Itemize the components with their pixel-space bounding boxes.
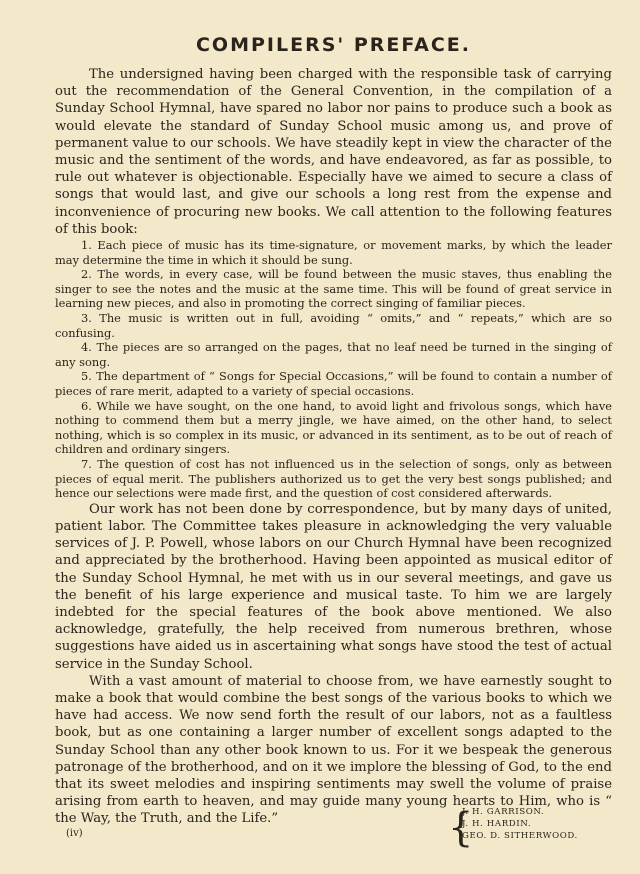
- intro-paragraph: The undersigned having been charged with the responsible task of carrying out the recommendation of the General Convention, in the compilation of a Sunday School Hymnal, have spared no labor nor pains to produce such a book as would elevate the standard of Sunday School music among us, and prove of permanent value to our schools. We have steadily kept in view the character of the music and the sentiment of the words, and have endeavored, as far as possible, to rule out whatever is objectionable. Especially have we aimed to secure a class of songs that would last, and give our schools a long rest from the expense and inconvenience of procuring new books. We call attention to the following features of this book:: [55, 67, 612, 237]
- feature-item-2: 2. The words, in every case, will be found between the music staves, thus enabling the singer to see the notes and the music at the same time. This will be found of great service in learning new pieces, and also in promoting the correct singing of familiar pieces.: [55, 267, 612, 311]
- feature-item-4: 4. The pieces are so arranged on the pages, that no leaf need be turned in the singing of any song.: [55, 340, 612, 369]
- feature-item-6: 6. While we have sought, on the one hand, to avoid light and frivolous songs, which have nothing to commend them but a merry jingle, we have aimed, on the other hand, to select nothing, which is so complex in its music, or advanced in its sentiment, as to be out of reach of children and ordinary singers.: [55, 398, 612, 457]
- closing-paragraph: With a vast amount of material to choose from, we have earnestly sought to make a book that would combine the best songs of the various books to which we have had access. We now send forth the result of our labors, not as a faultless book, but as one containing a larger number of excellent songs adapted to the Sunday School than any other book known to us. For it we bespeak the generous patronage of the brotherhood, and on it we implore the blessing of God, to the end that its sweet melodies and inspiring sentiments may swell the volume of praise arising from earth to heaven, and may guide many young hearts to Him, who is “ the Way, the Truth, and the Life.”: [55, 673, 612, 827]
- signer-name: J. H. HARDIN.: [462, 819, 532, 829]
- page-number: (iv): [66, 828, 83, 839]
- signer-name: J. H. GARRISON.: [462, 807, 545, 817]
- signers-list: [462, 806, 578, 842]
- page-footer: [0, 805, 640, 868]
- feature-item-5: 5. The department of “ Songs for Special Occasions,” will be found to contain a number of pieces of rare merit, adapted to a variety of special occasions.: [55, 369, 612, 398]
- acknowledgement-paragraph: Our work has not been done by correspondence, but by many days of united, patient labor. The Committee takes pleasure in acknowledging the very valuable services of J. P. Powell, whose labors on our Church Hymnal have been recognized and appreciated by the brotherhood. Having been appointed as musical editor of the Sunday School Hymnal, he met with us in our several meetings, and gave us the benefit of his large experience and musical taste. To him we are largely indebted for the special features of the book above mentioned. We also acknowledge, gratefully, the help received from numerous brethren, whose suggestions have aided us in ascertaining what songs have stood the test of actual service in the Sunday School.: [55, 501, 612, 672]
- page-title: COMPILERS' PREFACE.: [195, 34, 471, 56]
- feature-item-3: 3. The music is written out in full, avoiding “ omits,” and “ repeats,” which are so confusing.: [55, 311, 612, 340]
- brace-icon: {: [448, 805, 474, 851]
- feature-item-7: 7. The question of cost has not influenced us in the selection of songs, only as between pieces of equal merit. The publishers authorized us to get the very best songs published; and hence our selections were made first, and the question of cost considered afterwards.: [55, 456, 612, 501]
- preface-body: [55, 66, 612, 828]
- signer-name: GEO. D. SITHERWOOD.: [462, 831, 578, 841]
- feature-item-1: 1. Each piece of music has its time-signature, or movement marks, by which the leader may determine the time in which it should be sung.: [55, 238, 612, 267]
